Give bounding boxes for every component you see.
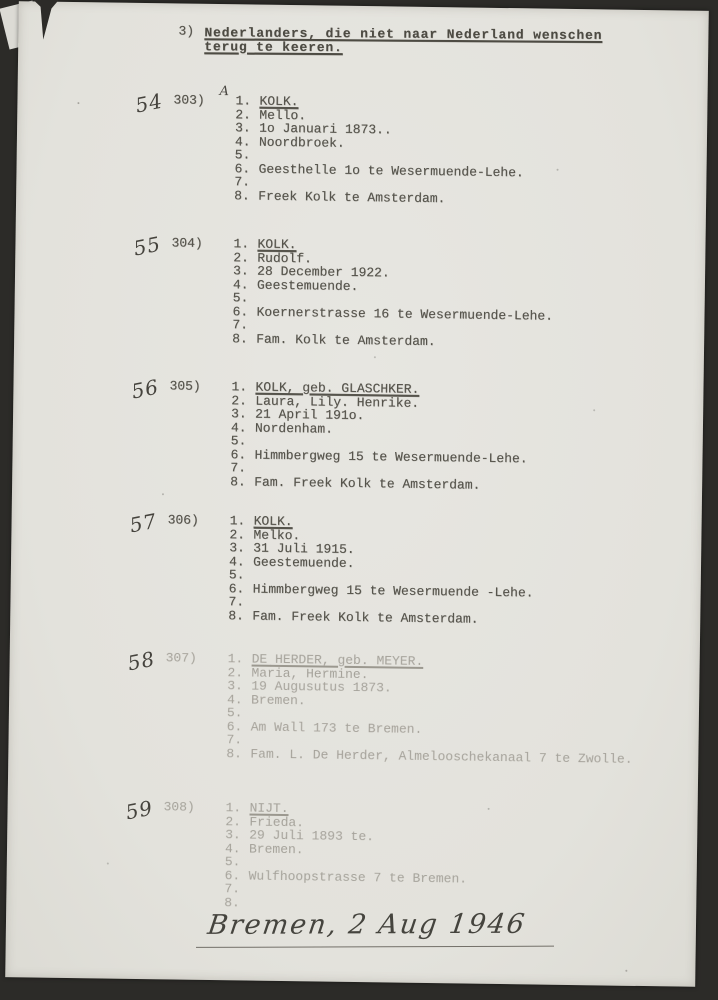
line-number: 5. xyxy=(232,290,249,306)
line-number: 8. xyxy=(232,330,248,346)
line-number: 4. xyxy=(227,691,243,707)
line-number: 1. xyxy=(233,236,250,252)
margin-note-handwritten: 58 xyxy=(125,646,158,676)
line-number: 8. xyxy=(234,187,250,203)
entry-number: 303) xyxy=(173,92,205,108)
section-title xyxy=(204,26,602,56)
entry xyxy=(120,374,701,495)
line-number: 4. xyxy=(230,419,247,435)
line-text: Fam. L. De Herder, Almelooschekanaal 7 te Zwolle. xyxy=(250,746,633,767)
line-number: 5. xyxy=(230,433,247,449)
line-text: Rudolf. xyxy=(257,250,312,266)
entry xyxy=(124,84,705,209)
line-text: Himmbergweg 15 te Wesermuende -Lehe. xyxy=(252,581,534,600)
line-number: 4. xyxy=(224,840,241,856)
entry-lines xyxy=(232,237,703,352)
line-text: 19 Augusutus 1873. xyxy=(251,678,392,696)
line-number: 6. xyxy=(232,303,249,319)
line-number: 4. xyxy=(232,276,249,292)
line-number: 2. xyxy=(235,106,252,122)
line-number: 7. xyxy=(228,594,245,610)
line-number: 8. xyxy=(230,473,246,489)
line-text: NIJT. xyxy=(249,800,289,817)
line-text: Laura, Lily. Henrike. xyxy=(255,393,420,411)
handwritten-note: Bremen, 2 Aug 1946 xyxy=(205,908,529,941)
margin-note-handwritten: 56 xyxy=(129,374,161,404)
line-text: Am Wall 173 te Bremen. xyxy=(250,719,423,737)
entry xyxy=(116,646,697,767)
entry-lines xyxy=(234,94,705,209)
line-text: Fam. Freek Kolk te Amsterdam. xyxy=(252,608,479,627)
torn-corner-notch xyxy=(32,0,59,40)
line-number: 7. xyxy=(224,881,241,897)
line-text: KOLK, geb. GLASCHKER. xyxy=(255,379,420,397)
entry-lines xyxy=(228,514,699,629)
entry-number: 304) xyxy=(171,235,203,251)
line-text: DE HERDER, geb. MEYER. xyxy=(251,651,424,669)
line-number: 5. xyxy=(226,705,243,721)
line-text: Nordenham. xyxy=(254,420,334,437)
section-title-line2: terug te keeren. xyxy=(203,38,343,55)
line-number: 6. xyxy=(234,160,251,176)
line-number: 3. xyxy=(233,263,249,279)
line-text: KOLK. xyxy=(257,236,297,253)
entry-number: 308) xyxy=(163,799,195,815)
line-text: Geestemuende. xyxy=(252,554,355,571)
margin-note-handwritten: 59 xyxy=(123,795,156,825)
dust-specks xyxy=(77,102,79,104)
line-number: 8. xyxy=(224,894,241,910)
line-text: 21 April 191o. xyxy=(255,406,365,424)
line-number: 5. xyxy=(224,854,241,870)
line-number: 5. xyxy=(228,567,245,583)
line-text: KOLK. xyxy=(253,513,293,530)
line-number: 8. xyxy=(226,745,243,761)
line-text: Frieda. xyxy=(249,814,305,830)
line-number: 2. xyxy=(231,392,248,408)
line-text: Geesthelle 1o te Wesermuende-Lehe. xyxy=(258,161,524,180)
line-number: 3. xyxy=(234,120,251,136)
line-text: Noordbroek. xyxy=(258,134,345,151)
line-number: 1. xyxy=(229,513,246,529)
handwritten-footer xyxy=(196,909,554,948)
entry-lines xyxy=(226,652,697,767)
line-text: Wulfhoopstrasse 7 te Bremen. xyxy=(248,868,468,887)
line-text: Maria, Hermine. xyxy=(251,665,369,682)
line-number: 6. xyxy=(228,580,245,596)
line-text: Fam. Freek Kolk te Amsterdam. xyxy=(254,474,481,493)
line-number: 4. xyxy=(234,133,251,149)
line-number: 1. xyxy=(235,93,252,109)
line-text: Bremen. xyxy=(251,692,306,708)
line-text: KOLK. xyxy=(259,93,299,110)
line-number: 6. xyxy=(226,718,243,734)
line-text: 1o Januari 1873.. xyxy=(258,120,392,138)
line-text: 29 Juli 1893 te. xyxy=(249,827,375,845)
line-number: 5. xyxy=(234,147,251,163)
line-text: 28 December 1922. xyxy=(256,263,390,281)
line-text: Bremen. xyxy=(248,841,304,857)
line-number: 7. xyxy=(226,732,243,748)
line-text: Mello. xyxy=(259,107,307,123)
line-number: 2. xyxy=(229,526,246,542)
line-number: 2. xyxy=(227,664,244,680)
line-text: Freek Kolk te Amsterdam. xyxy=(258,188,446,206)
line-number: 3. xyxy=(227,678,244,694)
entry-lines xyxy=(230,380,701,495)
line-number: 1. xyxy=(225,800,242,816)
line-number: 3. xyxy=(229,540,245,556)
line-number: 2. xyxy=(233,249,250,265)
margin-note-handwritten: 57 xyxy=(127,508,160,538)
line-number: 6. xyxy=(230,446,247,462)
document-page xyxy=(5,1,709,987)
line-number: 8. xyxy=(228,607,245,623)
line-text: Fam. Kolk te Amsterdam. xyxy=(256,331,436,349)
line-number: 6. xyxy=(224,867,241,883)
section-header xyxy=(178,24,602,57)
entry xyxy=(118,508,699,629)
margin-note-handwritten: 55 xyxy=(131,231,163,261)
line-text: Himmbergweg 15 te Wesermuende-Lehe. xyxy=(254,447,528,466)
line-number: 2. xyxy=(225,813,242,829)
entry-number: 307) xyxy=(165,650,198,666)
line-number: 1. xyxy=(227,651,244,667)
line-number: 7. xyxy=(234,174,251,190)
line-number: 1. xyxy=(231,379,248,395)
section-index: 3) xyxy=(178,23,195,39)
entry-number: 305) xyxy=(169,378,201,394)
entry-annotation-handwritten: A xyxy=(219,84,230,100)
line-text: Melko. xyxy=(253,527,301,543)
entry xyxy=(122,231,703,352)
entry-lines xyxy=(224,801,695,916)
line-number: 7. xyxy=(230,460,247,476)
margin-note-handwritten: 54 xyxy=(133,88,165,118)
line-number: 7. xyxy=(232,317,249,333)
line-text: Geestemuende. xyxy=(256,277,359,294)
entry-number: 306) xyxy=(167,512,199,528)
section-title-line1: Nederlanders, die niet naar Nederland wenschen xyxy=(203,25,603,43)
line-number: 4. xyxy=(228,553,245,569)
line-number: 3. xyxy=(231,406,247,422)
line-text: 31 Juli 1915. xyxy=(253,540,355,557)
line-number: 3. xyxy=(225,827,241,843)
line-text: Koernerstrasse 16 te Wesermuende-Lehe. xyxy=(256,304,554,324)
entry xyxy=(114,795,695,916)
